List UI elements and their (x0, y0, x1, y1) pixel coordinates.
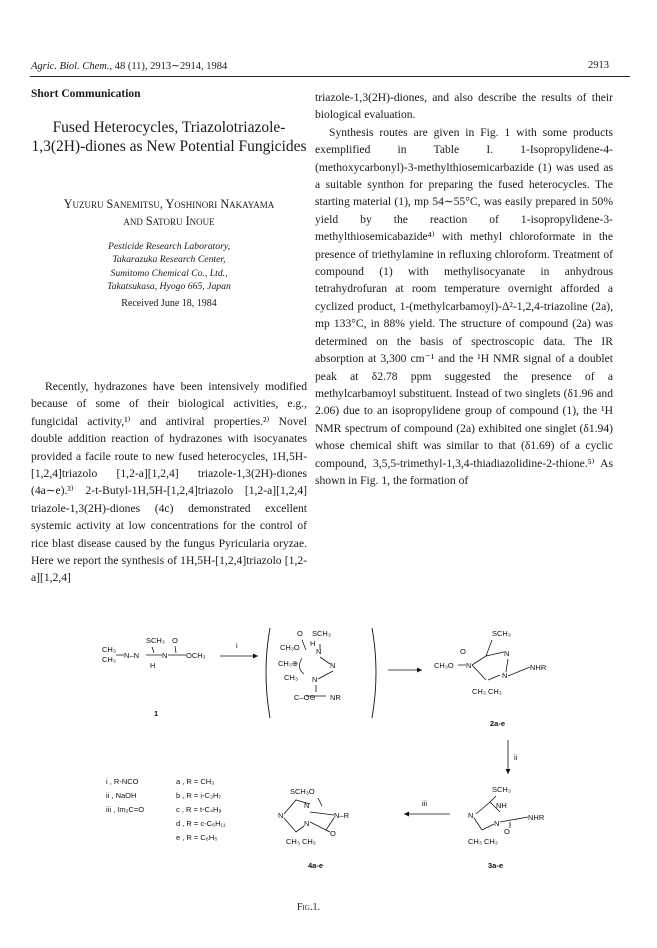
substituent-entry: b , R = i-C₃H₇ (176, 791, 222, 800)
atom-label: H (150, 661, 156, 670)
atom-label: CH₃ (102, 655, 116, 664)
scheme-legend (106, 777, 226, 842)
atom-label: SCH₃ (492, 785, 511, 794)
atom-label: N (330, 661, 336, 670)
reagent-entry: i , R-NCO (106, 777, 139, 786)
header-rule (30, 76, 630, 77)
atom-label: N–R (334, 811, 350, 820)
atom-label: CH₃O (280, 643, 300, 652)
atom-label: CH₃ (102, 645, 116, 654)
atom-label: CH₃ CH₃ (468, 837, 498, 846)
received-date: Received June 18, 1984 (121, 298, 217, 309)
atom-label: N (312, 675, 318, 684)
atom-label: C–O⊖ (294, 693, 316, 702)
right-column-body (315, 89, 613, 489)
compound-label: 2a-e (490, 719, 506, 728)
compound-label: 4a-e (308, 861, 324, 870)
section-label: Short Communication (31, 88, 141, 100)
reagent-entry: ii , NaOH (106, 791, 137, 800)
substituent-entry: d , R = c-C₆H₁₁ (176, 819, 226, 828)
atom-label: O (330, 829, 336, 838)
substituent-entry: c , R = t-C₄H₉ (176, 805, 222, 814)
affiliation-line: Takarazuka Research Center, (112, 254, 226, 266)
reaction-scheme (90, 622, 610, 877)
atom-label: N (304, 819, 310, 828)
atom-label: CH₃ (284, 673, 298, 682)
journal-name: Agric. Biol. Chem. (31, 61, 110, 72)
step-label: ii (514, 753, 518, 762)
compound-3-structure (468, 785, 545, 870)
body-paragraph: Recently, hydrazones have been intensively modified because of some of their biological activities, e.g., fungicidal activity,¹⁾ and antiviral properties.²⁾ Novel double addition reaction of hydrazones with isocyanates provided a facile route to new fused heterocycles, 1H,5H-[1,2,4]triazolo [1,2-a][1,2,4] triazole-1,3(2H)-diones (4a∼e).³⁾ 2-t-Butyl-1H,5H-[1,2,4]triazolo [1,2-a][1,2,4] triazole-1,3(2H)-diones (4c) demonstrated excellent systemic activity at low concentrations for the control of rice blast disease caused by the fungus Pyricularia oryzae. Here we report the synthesis of 1H,5H-[1,2,4]triazolo [1,2-a][1,2,4] (31, 380, 307, 585)
compound-1-structure (102, 636, 206, 718)
atom-label: CH₃⊕ (278, 659, 299, 668)
page-number: 2913 (588, 60, 609, 71)
atom-label: N (316, 647, 322, 656)
atom-label: CH₃O (434, 661, 454, 670)
atom-label: NHR (528, 813, 545, 822)
substituent-entry: e , R = C₆H₅ (176, 833, 218, 842)
atom-label: O (460, 647, 466, 656)
atom-label: O (504, 827, 510, 836)
atom-label: H (310, 639, 316, 648)
atom-label: N (468, 811, 474, 820)
body-paragraph: Synthesis routes are given in Fig. 1 with some products exemplified in Table I. 1-Isopropylidene-4- (methoxycarbonyl)-3-methylthiosemicarbazide (1) was used as a suitable synthon for preparing the fused heterocycles. The starting material (1), mp 54∼55°C, was easily prepared in 50% yield by the reaction of 1-isopropylidene-3-methylthiosemicabazide⁴⁾ with methyl chloroformate in the presence of triethylamine in refluxing chloroform. Treatment of compound (1) with methylisocyanate in anhydrous tetrahydrofuran at room temperature overnight afforded a cyclized product, 1-(methylcarbamoyl)-Δ²-1,2,4-triazoline (2a), mp 133°C, in 88% yield. The structure of compound (2a) was determined on the basis of spectroscopic data. The IR absorption at 3,300 cm⁻¹ and the ¹H NMR signal of a doublet peak at δ2.78 ppm suggested the presence of a methylcarbamoyl substituent. Instead of two singlets (δ1.96 and 2.06) due to an isopropylidene group of compound (1), the ¹H NMR spectrum of compound (2a) exhibited one singlet (δ1.94) whose chemical shift was similar to that (δ1.69) of a cyclic compound, 3,5,5-trimethyl-1,3,4-thiadiazolidine-2-thione.⁵⁾ As shown in Fig. 1, the formation of (315, 125, 613, 487)
atom-label: N (162, 651, 168, 660)
author-line-2: and Satoru Inoue (123, 214, 215, 228)
affiliation-line: Sumitomo Chemical Co., Ltd., (110, 267, 228, 279)
atom-label: N (504, 649, 510, 658)
author-list (31, 196, 307, 230)
body-paragraph: triazole-1,3(2H)-diones, and also describe the results of their biological evaluation. (315, 91, 613, 122)
arrow-step-ii (506, 740, 518, 774)
left-column-body (31, 378, 307, 587)
atom-label: N–N (124, 651, 140, 660)
atom-label: SCH₃ (146, 636, 165, 645)
compound-label: 3a-e (488, 861, 504, 870)
atom-label: CH₃ CH₃ (286, 837, 316, 846)
atom-label: NH (496, 801, 507, 810)
atom-label: O (297, 629, 303, 638)
compound-4-structure (278, 787, 350, 870)
atom-label: N (502, 671, 508, 680)
atom-label: N (494, 819, 500, 828)
atom-label: SCH₃ (312, 629, 331, 638)
compound-label: 1 (154, 709, 159, 718)
affiliation-line: Pesticide Research Laboratory, (107, 241, 231, 252)
atom-label: OCH₃ (186, 651, 206, 660)
atom-label: SCH₃O (290, 787, 315, 796)
atom-label: N (304, 801, 310, 810)
affiliation (31, 240, 307, 294)
atom-label: O (172, 636, 178, 645)
intermediate-structure (266, 628, 376, 718)
article-title: Fused Heterocycles, Triazolotriazole-1,3(2H)-diones as New Potential Fungicides (31, 119, 307, 155)
atom-label: NHR (530, 663, 547, 672)
running-header-journal: Agric. Biol. Chem., 48 (11), 2913∼2914, 1984 (31, 61, 228, 72)
substituent-entry: a , R = CH₃ (176, 777, 215, 786)
arrow-step-iii (404, 799, 450, 817)
atom-label: N (278, 811, 284, 820)
compound-2-structure (434, 629, 547, 728)
author-line-1: Yuzuru Sanemitsu, Yoshinori Nakayama (63, 197, 275, 211)
affiliation-line: Takatsukasa, Hyogo 665, Japan (107, 281, 231, 293)
arrow-to-2 (388, 668, 422, 673)
arrow-step-i (220, 641, 258, 659)
figure-caption: Fig.1. (297, 902, 320, 913)
reagent-entry: iii , Im₂C=O (106, 805, 145, 814)
atom-label: N (466, 661, 472, 670)
atom-label: NR (330, 693, 341, 702)
journal-citation: 48 (11), 2913∼2914, 1984 (114, 61, 228, 72)
step-label: i (236, 641, 238, 650)
atom-label: SCH₃ (492, 629, 511, 638)
atom-label: CH₃ CH₃ (472, 687, 502, 696)
step-label: iii (422, 799, 427, 808)
